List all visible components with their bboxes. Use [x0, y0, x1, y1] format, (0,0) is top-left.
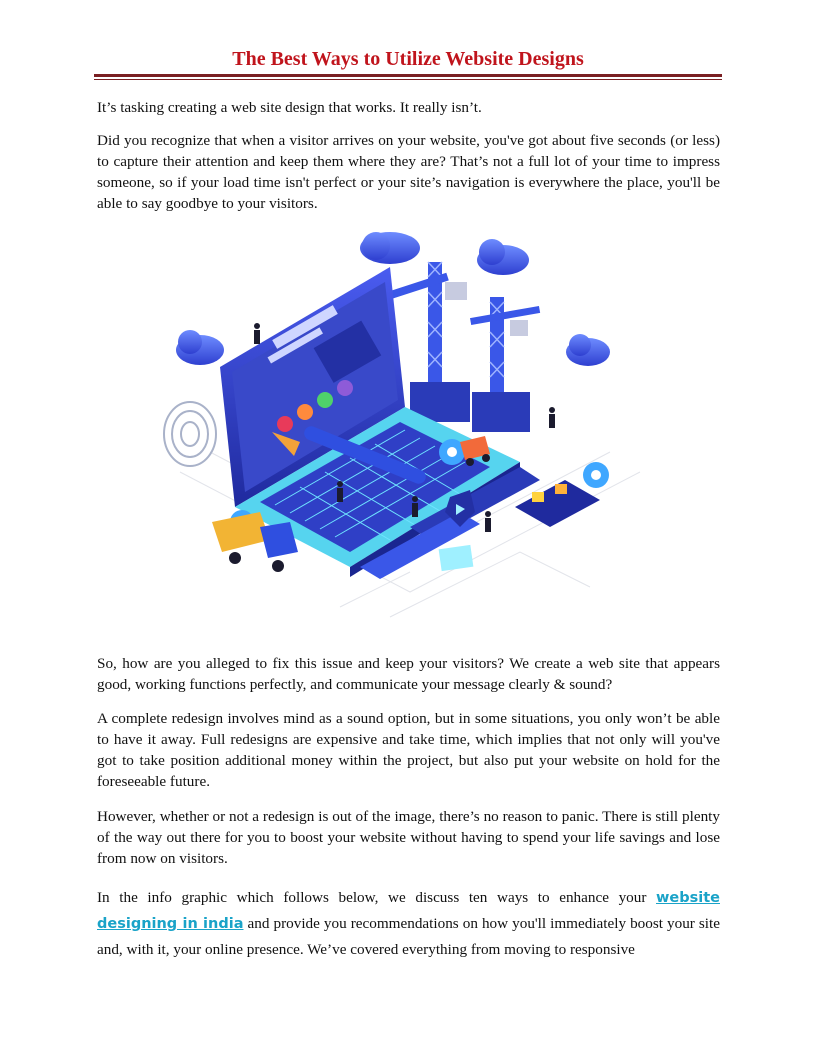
person-icon — [337, 481, 343, 502]
crane-icon — [470, 297, 540, 432]
website-designing-link[interactable]: website designing in india — [97, 890, 720, 932]
paragraph-infographic-text-after: and provide you recommendations on how you'll immediately boost your site and, with it, your online presence. We’ve covered everything from moving to responsive — [97, 915, 720, 958]
paragraph-fix-issue: So, how are you alleged to fix this issue and keep your visitors? We create a web site that appears good, working functions perfectly, and communicate your message clearly & sound? — [97, 655, 720, 693]
cloud-icon — [176, 330, 224, 365]
page-title: The Best Ways to Utilize Website Designs — [232, 48, 584, 70]
person-icon — [485, 511, 491, 532]
paragraph-infographic — [97, 885, 720, 962]
title-rule-thick — [94, 74, 722, 77]
paragraph-infographic-text-before: In the info graphic which follows below, we discuss ten ways to enhance your — [97, 889, 657, 906]
person-icon — [549, 407, 555, 428]
paragraph-five-seconds: Did you recognize that when a visitor arrives on your website, you've got about five seconds (or less) to capture their attention and keep them where they are? That’s not a full lot of your time to impress someone, so if your load time isn't perfect or your site’s navigation is everywhere the place, you'll be able to say goodbye to your visitors. — [97, 132, 720, 212]
gear-icon — [583, 462, 609, 488]
person-icon — [412, 496, 418, 517]
cloud-icon — [566, 334, 610, 366]
paragraph-intro: It’s tasking creating a web site design that works. It really isn’t. — [97, 99, 482, 116]
target-icon — [164, 402, 216, 466]
paragraph-no-panic: However, whether or not a redesign is out of the image, there’s no reason to panic. There is still plenty of the way out there for you to boost your website without having to spend your life savings and lose from now on visitors. — [97, 808, 720, 867]
title-rule-thin — [94, 79, 722, 80]
cloud-icon — [477, 239, 529, 275]
paragraph-redesign: A complete redesign involves mind as a sound option, but in some situations, you only won’t be able to have it away. Full redesigns are expensive and take time, which implies that not only will you've got to take position additional money within the project, but also put your website on hold for the foreseeable future. — [97, 710, 720, 790]
cloud-icon — [360, 232, 420, 264]
web-design-illustration — [160, 222, 660, 632]
person-icon — [254, 323, 260, 344]
